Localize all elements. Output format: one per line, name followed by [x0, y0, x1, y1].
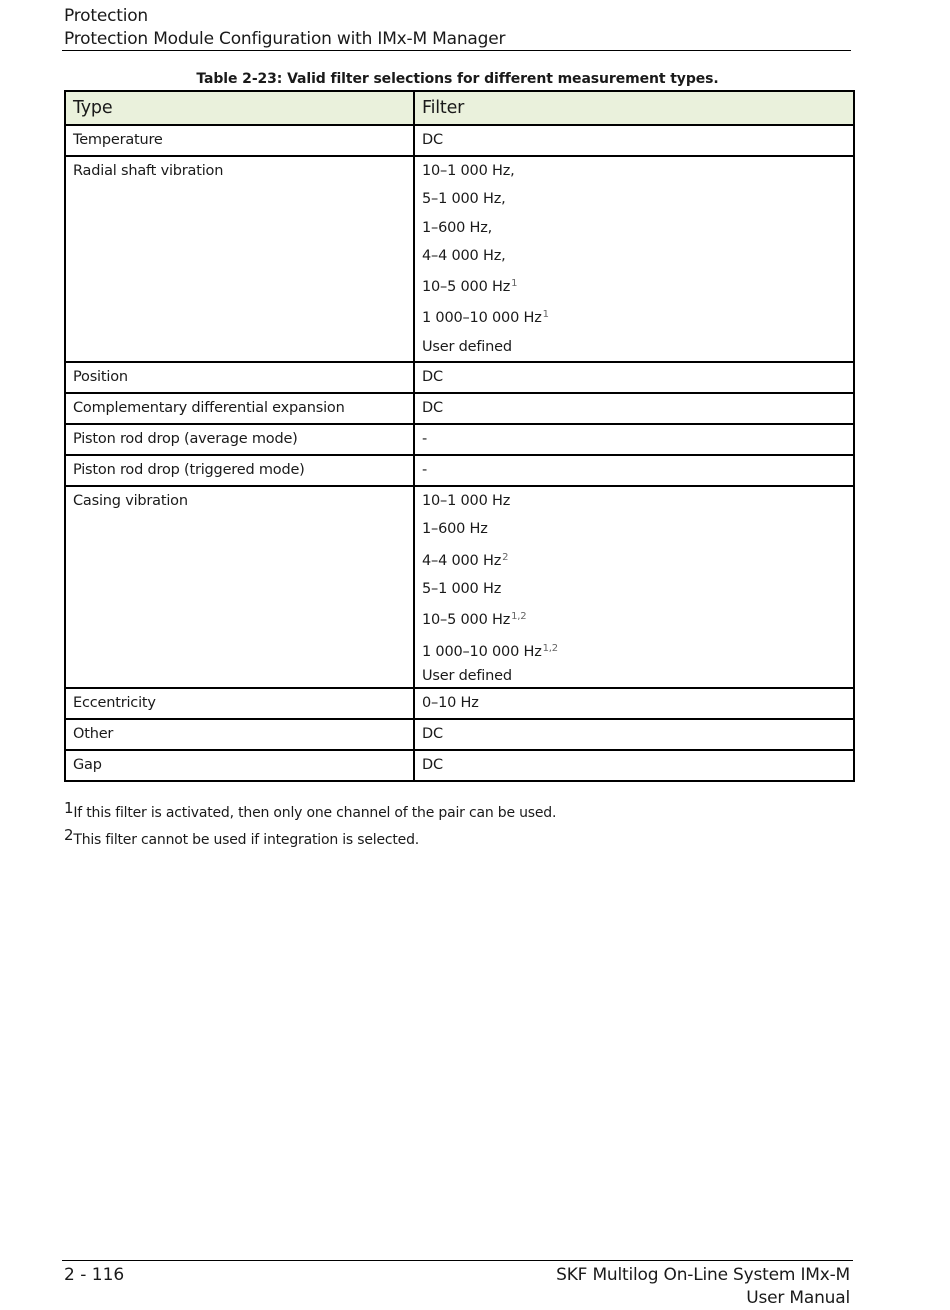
filter-text: 4–4 000 Hz: [422, 552, 502, 569]
filter-text: 10–5 000 Hz: [422, 612, 511, 629]
filter-text: 1–600 Hz,: [422, 219, 493, 236]
table-body: [65, 125, 854, 781]
filter-option: [422, 720, 846, 749]
table-header-row: [65, 91, 854, 125]
type-cell: [65, 362, 414, 393]
filter-text: 4–4 000 Hz,: [422, 247, 506, 264]
table-caption: Table 2-23: Valid filter selections for different measurement types.: [196, 71, 719, 87]
filter-cell: [414, 156, 854, 362]
filter-option: [422, 363, 846, 392]
filter-option: [422, 214, 846, 242]
type-cell: [65, 125, 414, 156]
filter-option: [422, 185, 846, 213]
filter-option: [422, 487, 846, 515]
table-row: [65, 393, 854, 424]
filter-text: DC: [422, 400, 443, 417]
footnote-text: This filter cannot be used if integration is selected.: [73, 832, 420, 848]
page-number: 2 - 116: [64, 1265, 125, 1285]
footer-title-line2: User Manual: [746, 1288, 850, 1308]
filter-text: 10–1 000 Hz: [422, 493, 511, 510]
page-header: [64, 5, 851, 51]
filter-text: -: [422, 462, 428, 479]
type-label: Gap: [73, 756, 102, 773]
filter-option: [422, 333, 846, 361]
type-cell: [65, 750, 414, 781]
table-row: [65, 362, 854, 393]
filter-cell: [414, 486, 854, 688]
type-label: Piston rod drop (average mode): [73, 431, 298, 448]
header-section: Protection: [64, 6, 149, 26]
filter-cell: [414, 424, 854, 455]
type-cell: [65, 719, 414, 750]
table-row: [65, 125, 854, 156]
filter-option: [422, 157, 846, 185]
footnote-ref: 1: [542, 309, 549, 321]
filter-text: 1–600 Hz: [422, 521, 488, 538]
filter-text: 10–5 000 Hz: [422, 279, 511, 296]
filter-option: [422, 689, 846, 718]
table-row: [65, 688, 854, 719]
filter-text: 5–1 000 Hz,: [422, 191, 506, 208]
filter-text: DC: [422, 132, 443, 148]
type-label: Casing vibration: [73, 493, 188, 510]
filter-cell: [414, 393, 854, 424]
filter-cell: [414, 719, 854, 750]
type-cell: [65, 393, 414, 424]
table-row: [65, 455, 854, 486]
filter-cell: [414, 688, 854, 719]
filter-table: [64, 90, 855, 782]
type-cell: [65, 156, 414, 362]
filter-option: [422, 270, 846, 301]
type-label: Temperature: [73, 132, 163, 148]
type-cell: [65, 455, 414, 486]
footnote-text: If this filter is activated, then only one channel of the pair can be used.: [73, 805, 557, 821]
header-rule: [62, 50, 851, 51]
filter-option: [422, 456, 846, 485]
type-cell: [65, 486, 414, 688]
footnote-ref: 1,2: [511, 611, 527, 623]
filter-option: [422, 666, 846, 687]
type-label: Position: [73, 369, 128, 386]
filter-option: [422, 425, 846, 454]
filter-text: DC: [422, 756, 443, 773]
header-subsection: Protection Module Configuration with IMx-M Manager: [64, 29, 506, 49]
filter-option: [422, 126, 846, 155]
filter-option: [422, 575, 846, 603]
filter-text: DC: [422, 369, 443, 386]
footnote-ref: 2: [502, 551, 509, 563]
filter-text: 5–1 000 Hz: [422, 580, 502, 597]
filter-text: -: [422, 431, 428, 448]
filter-text: 1 000–10 000 Hz: [422, 310, 542, 327]
type-label: Eccentricity: [73, 694, 156, 711]
type-cell: [65, 688, 414, 719]
filter-text: 1 000–10 000 Hz: [422, 643, 542, 660]
column-header-filter: Filter: [414, 91, 854, 125]
footnote: [64, 824, 851, 851]
footnotes: [64, 797, 851, 851]
footnote-number: 2: [64, 826, 74, 844]
table-row: [65, 424, 854, 455]
footnote-ref: 1: [511, 278, 518, 290]
filter-option: [422, 301, 846, 332]
filter-option: [422, 242, 846, 270]
type-label: Complementary differential expansion: [73, 400, 345, 417]
filter-cell: [414, 362, 854, 393]
filter-text: User defined: [422, 338, 512, 355]
filter-option: [422, 603, 846, 634]
filter-option: [422, 544, 846, 575]
footer-title: [556, 1264, 850, 1310]
filter-option: [422, 635, 846, 666]
filter-cell: [414, 750, 854, 781]
filter-text: 10–1 000 Hz,: [422, 163, 515, 179]
footnote-ref: 1,2: [542, 642, 558, 654]
type-label: Piston rod drop (triggered mode): [73, 462, 305, 479]
table-row: [65, 719, 854, 750]
footer-rule: [62, 1260, 853, 1261]
filter-cell: [414, 125, 854, 156]
filter-text: 0–10 Hz: [422, 694, 479, 711]
footnote: [64, 797, 851, 824]
filter-cell: [414, 455, 854, 486]
table-row: [65, 156, 854, 362]
column-header-type: Type: [65, 91, 414, 125]
filter-option: [422, 751, 846, 780]
table-row: [65, 486, 854, 688]
filter-option: [422, 515, 846, 543]
filter-text: DC: [422, 725, 443, 742]
footer-title-line1: SKF Multilog On-Line System IMx-M: [556, 1265, 850, 1285]
filter-option: [422, 394, 846, 423]
type-cell: [65, 424, 414, 455]
type-label: Other: [73, 725, 114, 742]
type-label: Radial shaft vibration: [73, 163, 224, 179]
footnote-number: 1: [64, 799, 74, 817]
filter-text: User defined: [422, 667, 512, 684]
table-row: [65, 750, 854, 781]
